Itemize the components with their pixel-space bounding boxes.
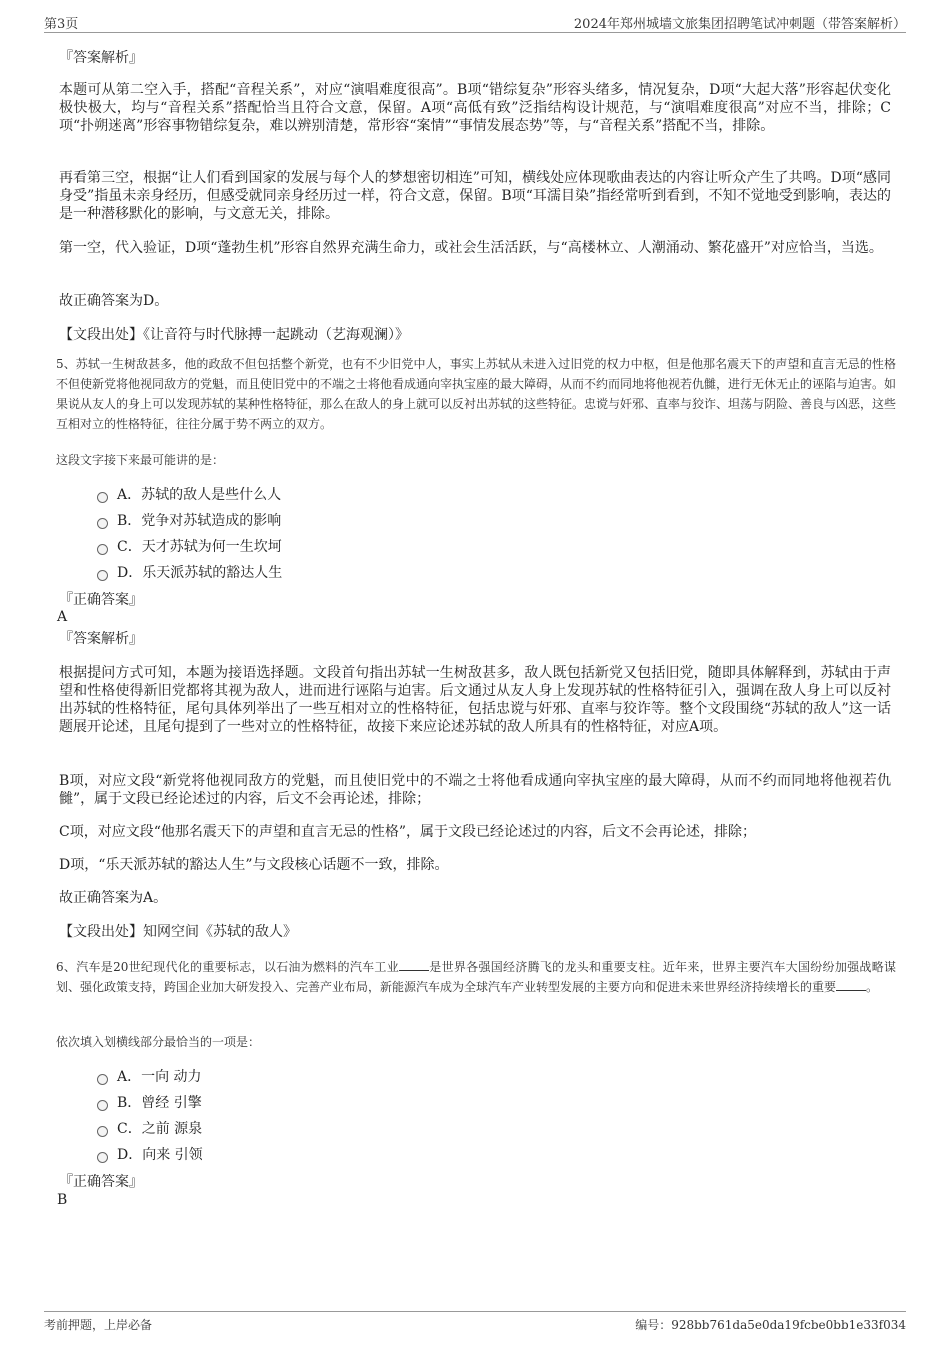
q5-analysis-p3: C项，对应文段“他那名震天下的声望和直言无忌的性格”，属于文段已经论述过的内容，后文不会再论述，排除；: [59, 824, 757, 840]
q6-text-part1: 6、汽车是20世纪现代化的重要标志，以石油为燃料的汽车工业: [56, 960, 399, 974]
q5-analysis-p4: D项，“乐天派苏轼的豁达人生”与文段核心话题不一致，排除。: [59, 857, 449, 873]
q5-analysis-p2: B项，对应文段“新党将他视同敌方的党魁，而且使旧党中的不端之士将他看成通向宰执宝座的最大障碍，从而不约而同地将他视若仇雠”，属于文段已经论述过的内容，后文不会再论述，排除；: [59, 773, 891, 807]
option-label: B．党争对苏轼造成的影响: [117, 513, 282, 529]
q6-prompt: 依次填入划横线部分最恰当的一项是：: [56, 1035, 261, 1049]
q5-option-d[interactable]: [97, 564, 282, 582]
q5-answer-label: 『正确答案』: [59, 592, 143, 608]
radio-icon[interactable]: [97, 570, 108, 581]
q5-question-text: 5、苏轼一生树敌甚多，他的政敌不但包括整个新党，也有不少旧党中人，事实上苏轼从未进入过旧党的权力中枢，但是他那名震天下的声望和直言无忌的性格不但使新党将他视同敌方的党魁，而且使旧党中的不端之士将他看成通向宰执宝座的最大障碍，从而不约而同地将他视若仇雠，进行无休无止的诬陷与迫害。如果说从友人的身上可以发现苏轼的某种性格特征，那么在敌人的身上就可以反衬出苏轼的这些特征。忠谠与奸邪、直率与狡诈、坦荡与阴险、善良与凶恶，这些互相对立的性格特征，往往分属于势不两立的双方。: [56, 357, 897, 431]
radio-icon[interactable]: [97, 492, 108, 503]
q5-analysis-conclusion: 故正确答案为A。: [59, 890, 168, 906]
option-label: D．向来 引领: [117, 1147, 203, 1163]
q5-answer: A: [57, 609, 68, 625]
q6-text-part3: 。: [866, 980, 879, 994]
q4-analysis-p2: 再看第三空，根据“让人们看到国家的发展与每个人的梦想密切相连”可知，横线处应体现歌曲表达的内容让听众产生了共鸣。D项“感同身受”指虽未亲身经历，但感受就同亲身经历过一样，符合文意，保留。B项“耳濡目染”指经常听到看到，不知不觉地受到影响，表达的是一种潜移默化的影响，与文意无关，排除。: [59, 170, 891, 222]
radio-icon[interactable]: [97, 1100, 108, 1111]
footer-slogan: 考前押题，上岸必备: [44, 1318, 153, 1332]
q6-question-text: [56, 957, 896, 997]
page-footer: [44, 1311, 906, 1336]
q5-option-c[interactable]: [97, 538, 282, 556]
option-label: C．之前 源泉: [117, 1121, 203, 1137]
option-label: D．乐天派苏轼的豁达人生: [117, 565, 283, 581]
option-label: A．苏轼的敌人是些什么人: [117, 487, 282, 503]
q6-option-a[interactable]: [97, 1068, 202, 1086]
option-label: A．一向 动力: [117, 1069, 202, 1085]
option-label: C．天才苏轼为何一生坎坷: [117, 539, 282, 555]
q4-analysis-p3: 第一空，代入验证，D项“蓬勃生机”形容自然界充满生命力，或社会生活活跃，与“高楼林立、人潮涌动、繁花盛开”对应恰当，当选。: [59, 240, 883, 256]
radio-icon[interactable]: [97, 1126, 108, 1137]
q6-answer-label: 『正确答案』: [59, 1174, 143, 1190]
radio-icon[interactable]: [97, 1074, 108, 1085]
fill-blank: [399, 958, 429, 971]
fill-blank: [836, 978, 866, 991]
document-title: 2024年郑州城墙文旅集团招聘笔试冲刺题（带答案解析）: [573, 17, 906, 32]
option-label: B．曾经 引擎: [117, 1095, 202, 1111]
q5-option-b[interactable]: [97, 512, 281, 530]
q5-analysis-label: 『答案解析』: [59, 631, 143, 647]
q4-source: 【文段出处】《让音符与时代脉搏一起跳动（艺海观澜）》: [59, 327, 409, 343]
q5-option-a[interactable]: [97, 486, 281, 504]
q6-text-part2: 是世界各强国经济腾飞的龙头和重要支柱。近年来，世界主要汽车大国纷纷加强战略谋划、强化政策支持，跨国企业加大研发投入、完善产业布局，新能源汽车成为全球汽车产业转型发展的主要方向和促进未来世界经济持续增长的重要: [56, 960, 896, 994]
q6-option-c[interactable]: [97, 1120, 202, 1138]
q6-option-d[interactable]: [97, 1146, 203, 1164]
document-code: 编号：928bb761da5e0da19fcbe0bb1e33f034: [635, 1318, 906, 1332]
page-number: 第3页: [44, 17, 79, 32]
q6-answer: B: [57, 1192, 68, 1208]
q5-prompt: 这段文字接下来最可能讲的是：: [56, 453, 225, 467]
q4-analysis-p1: 本题可从第二空入手，搭配“音程关系”，对应“演唱难度很高”。B项“错综复杂”形容头绪多，情况复杂，D项“大起大落”形容起伏变化极快极大，均与“音程关系”搭配恰当且符合文意，保留。A项“高低有致”泛指结构设计规范，与“演唱难度很高”对应不当，排除；C项“扑朔迷离”形容事物错综复杂，难以辨别清楚，常形容“案情”“事情发展态势”等，与“音程关系”搭配不当，排除。: [59, 82, 891, 134]
q5-analysis-p1: 根据提问方式可知，本题为接语选择题。文段首句指出苏轼一生树敌甚多，敌人既包括新党又包括旧党，随即具体解释到，苏轼由于声望和性格使得新旧党都将其视为敌人，进而进行诬陷与迫害。后文通过从友人身上发现苏轼的性格特征引入，强调在敌人身上可以反衬出苏轼的性格特征，尾句具体列举出了一些互相对立的性格特征，包括忠谠与奸邪、直率与狡诈等。整个文段围绕“苏轼的敌人”这一话题展开论述，且尾句提到了一些对立的性格特征，故接下来应论述苏轼的敌人所具有的性格特征，对应A项。: [59, 665, 891, 735]
radio-icon[interactable]: [97, 518, 108, 529]
q4-analysis-conclusion: 故正确答案为D。: [59, 293, 169, 309]
q4-analysis-label: 『答案解析』: [59, 50, 143, 66]
q5-source: 【文段出处】知网空间《苏轼的敌人》: [59, 924, 297, 940]
radio-icon[interactable]: [97, 544, 108, 555]
q6-option-b[interactable]: [97, 1094, 202, 1112]
page-header: [44, 12, 906, 33]
radio-icon[interactable]: [97, 1152, 108, 1163]
